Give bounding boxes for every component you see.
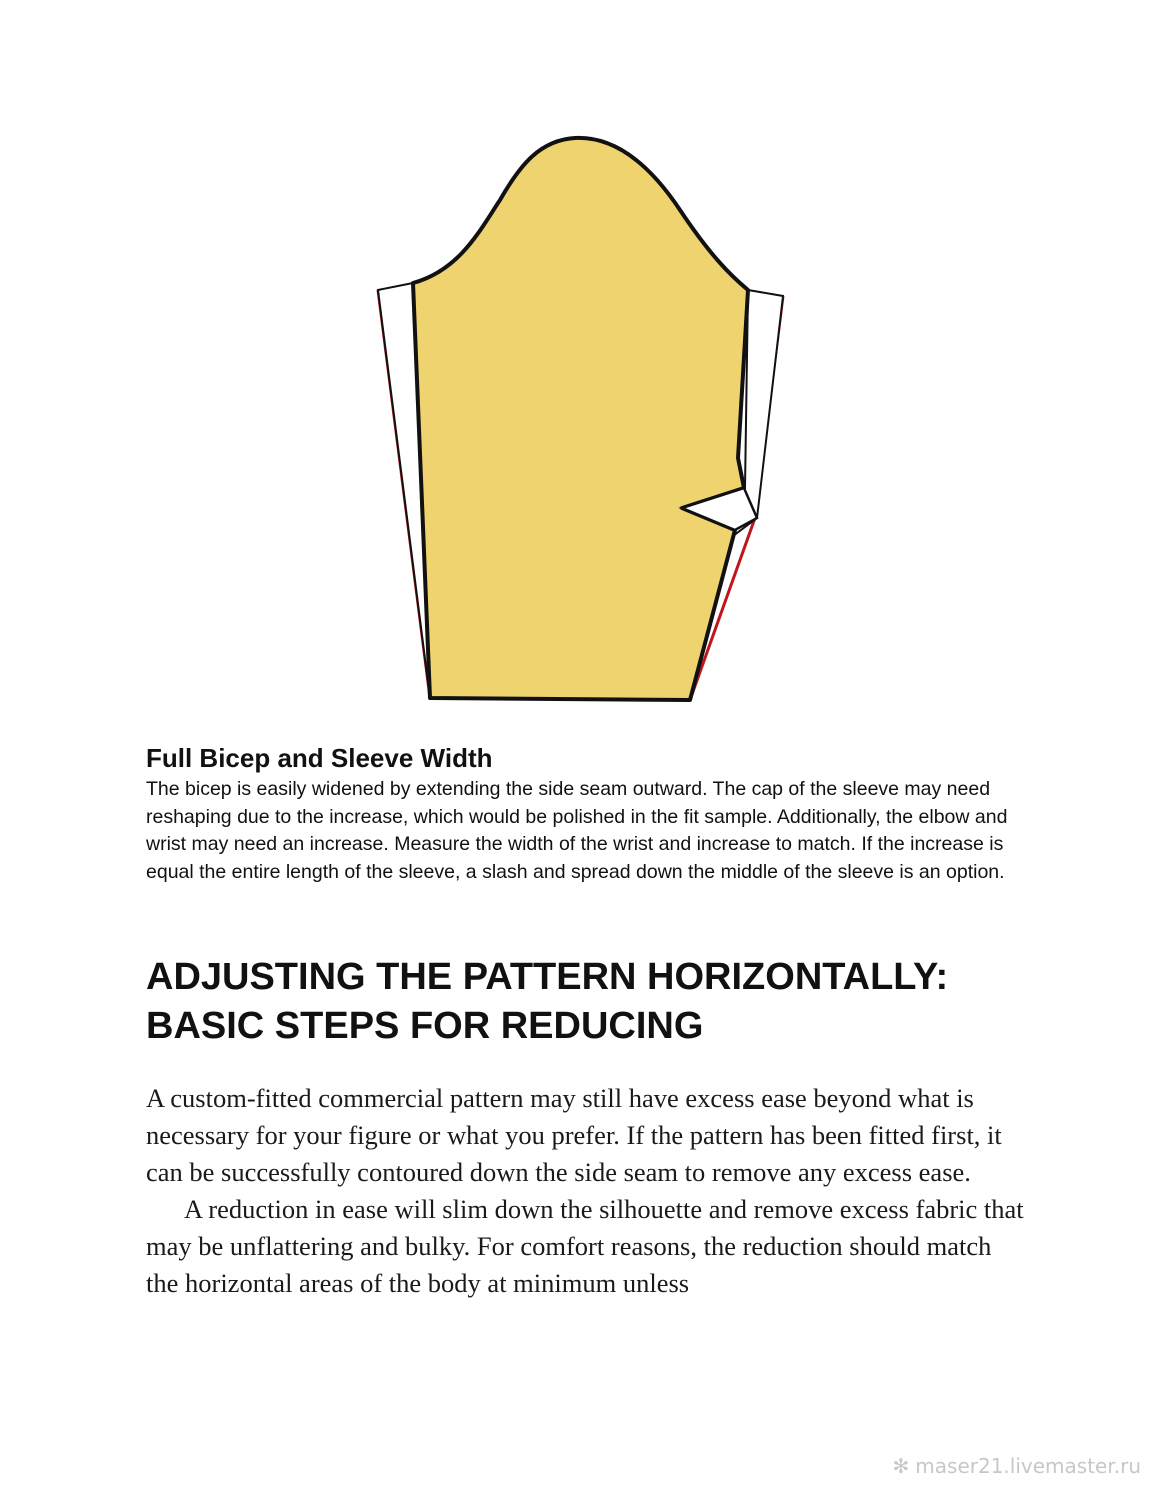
body-paragraph: A custom-fitted commercial pattern may still have excess ease beyond what is necessary for your figure or what you prefer. If the pattern has been fitted first, it can be successfully contoured down the side seam to remove any excess ease.	[146, 1083, 1002, 1187]
section-body	[146, 1080, 1026, 1302]
watermark-text: maser21.livemaster.ru	[915, 1454, 1141, 1478]
body-paragraph: A reduction in ease will slim down the silhouette and remove excess fabric that may be unflattering and bulky. For comfort reasons, the reduction should match the horizontal areas of the body at minimum unless	[146, 1194, 1024, 1298]
snowflake-icon: ✻	[892, 1454, 910, 1478]
watermark	[893, 1454, 1141, 1478]
sleeve-pattern-illustration	[0, 0, 1159, 720]
sleeve-body	[413, 138, 748, 700]
figure-caption-body: The bicep is easily widened by extending the side seam outward. The cap of the sleeve may need reshaping due to the increase, which would be polished in the fit sample. Additionally, the elbow and wrist may need an increase. Measure the width of the wrist and increase to match. If the increase is equal the entire length of the sleeve, a slash and spread down the middle of the sleeve is an option.	[146, 778, 1008, 883]
section-heading: ADJUSTING THE PATTERN HORIZONTALLY: BASIC STEPS FOR REDUCING	[146, 956, 949, 1047]
figure-caption-title: Full Bicep and Sleeve Width	[146, 743, 493, 773]
